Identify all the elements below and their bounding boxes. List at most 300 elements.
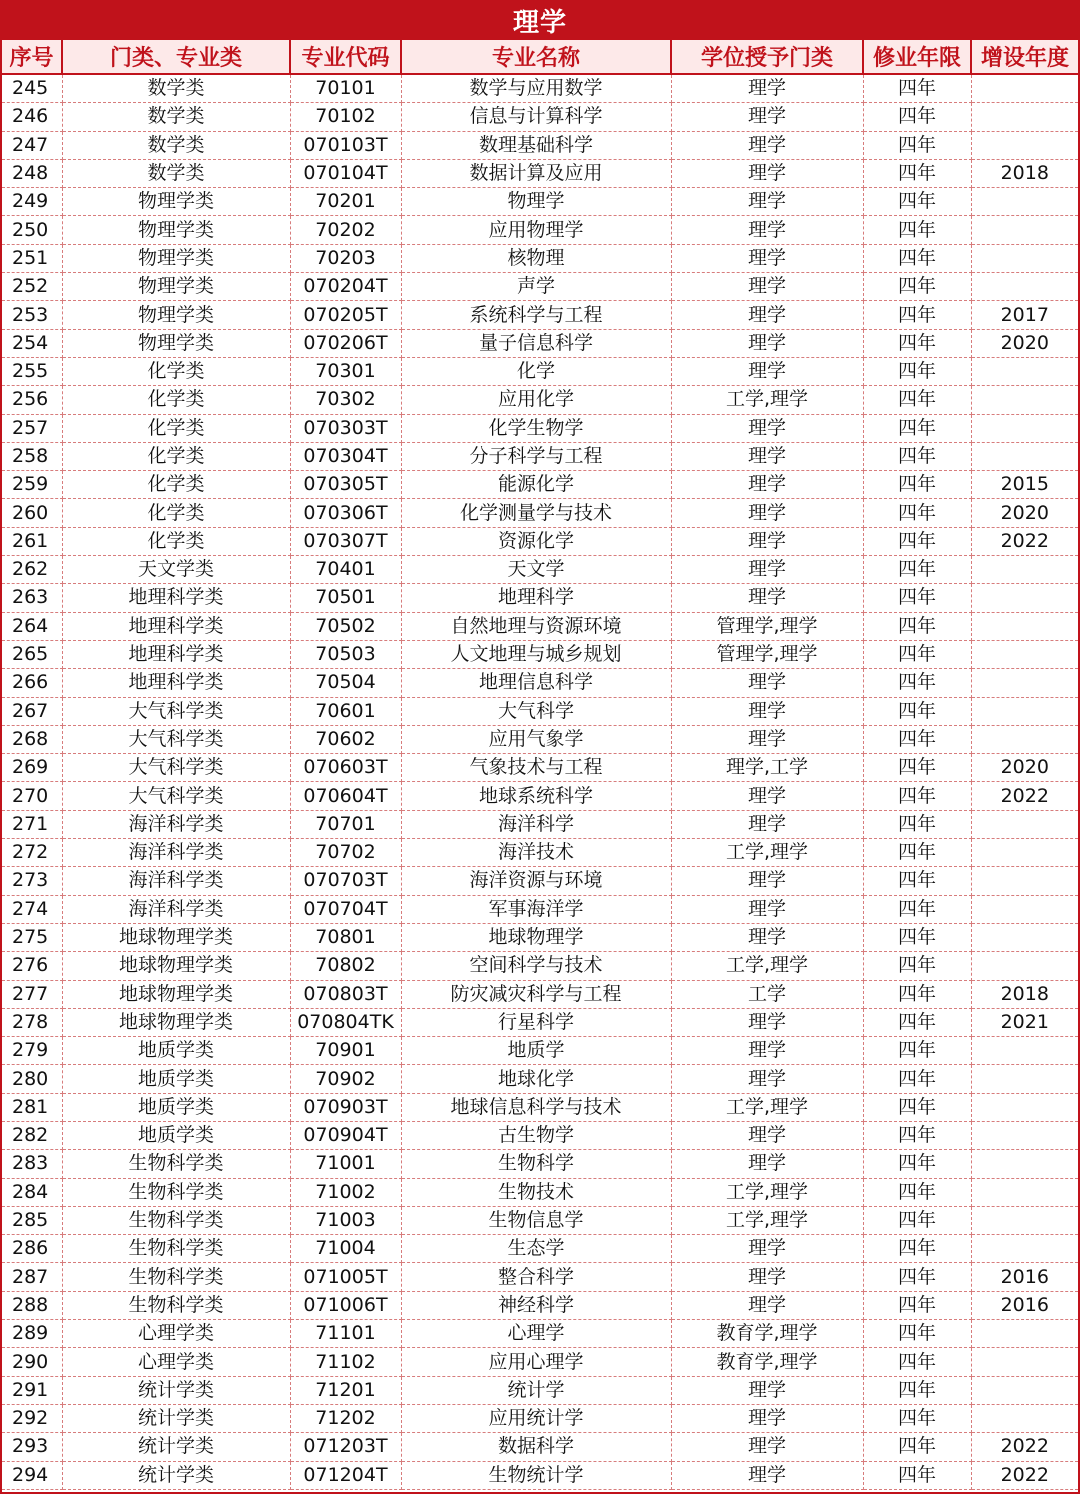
cell-serial: 268 bbox=[2, 725, 62, 753]
cell-duration: 四年 bbox=[863, 839, 971, 867]
cell-degree: 理学 bbox=[671, 895, 863, 923]
cell-major-name: 生物科学 bbox=[401, 1150, 671, 1178]
cell-duration: 四年 bbox=[863, 697, 971, 725]
cell-duration: 四年 bbox=[863, 1206, 971, 1234]
cell-duration: 四年 bbox=[863, 1404, 971, 1432]
cell-category: 生物科学类 bbox=[62, 1263, 290, 1291]
cell-code: 070103T bbox=[290, 131, 401, 159]
cell-category: 地球物理学类 bbox=[62, 1008, 290, 1036]
cell-code: 70504 bbox=[290, 669, 401, 697]
cell-code: 070904T bbox=[290, 1121, 401, 1149]
header-category: 门类、专业类 bbox=[62, 40, 290, 74]
cell-code: 070307T bbox=[290, 527, 401, 555]
cell-major-name: 声学 bbox=[401, 273, 671, 301]
cell-serial: 270 bbox=[2, 782, 62, 810]
cell-year-added bbox=[971, 612, 1078, 640]
cell-major-name: 化学测量学与技术 bbox=[401, 499, 671, 527]
table-row bbox=[2, 1008, 1078, 1036]
cell-duration: 四年 bbox=[863, 471, 971, 499]
cell-major-name: 神经科学 bbox=[401, 1291, 671, 1319]
cell-year-added bbox=[971, 442, 1078, 470]
table-row bbox=[2, 556, 1078, 584]
table-row bbox=[2, 839, 1078, 867]
cell-serial: 281 bbox=[2, 1093, 62, 1121]
cell-degree: 理学 bbox=[671, 810, 863, 838]
cell-duration: 四年 bbox=[863, 782, 971, 810]
cell-category: 化学类 bbox=[62, 471, 290, 499]
cell-year-added: 2020 bbox=[971, 754, 1078, 782]
table-row bbox=[2, 1206, 1078, 1234]
cell-year-added bbox=[971, 273, 1078, 301]
table-row bbox=[2, 895, 1078, 923]
cell-major-name: 数据科学 bbox=[401, 1433, 671, 1461]
cell-year-added bbox=[971, 697, 1078, 725]
cell-duration: 四年 bbox=[863, 1291, 971, 1319]
table-row bbox=[2, 1291, 1078, 1319]
cell-duration: 四年 bbox=[863, 442, 971, 470]
table-row bbox=[2, 782, 1078, 810]
cell-duration: 四年 bbox=[863, 1065, 971, 1093]
cell-serial: 286 bbox=[2, 1235, 62, 1263]
table-row bbox=[2, 1263, 1078, 1291]
cell-serial: 291 bbox=[2, 1376, 62, 1404]
cell-serial: 245 bbox=[2, 74, 62, 103]
cell-category: 地理科学类 bbox=[62, 669, 290, 697]
table-row bbox=[2, 697, 1078, 725]
cell-year-added bbox=[971, 867, 1078, 895]
cell-category: 生物科学类 bbox=[62, 1291, 290, 1319]
cell-degree: 理学 bbox=[671, 414, 863, 442]
cell-degree: 理学 bbox=[671, 131, 863, 159]
cell-major-name: 整合科学 bbox=[401, 1263, 671, 1291]
cell-degree: 理学 bbox=[671, 442, 863, 470]
cell-category: 地理科学类 bbox=[62, 584, 290, 612]
cell-serial: 266 bbox=[2, 669, 62, 697]
cell-duration: 四年 bbox=[863, 357, 971, 385]
header-row bbox=[2, 40, 1078, 74]
cell-serial: 272 bbox=[2, 839, 62, 867]
cell-code: 70501 bbox=[290, 584, 401, 612]
cell-major-name: 生物统计学 bbox=[401, 1461, 671, 1489]
cell-serial: 259 bbox=[2, 471, 62, 499]
cell-duration: 四年 bbox=[863, 1263, 971, 1291]
cell-major-name: 生物信息学 bbox=[401, 1206, 671, 1234]
cell-category: 海洋科学类 bbox=[62, 810, 290, 838]
cell-year-added bbox=[971, 216, 1078, 244]
cell-degree: 理学 bbox=[671, 1150, 863, 1178]
cell-year-added: 2020 bbox=[971, 499, 1078, 527]
table-row bbox=[2, 640, 1078, 668]
cell-serial: 288 bbox=[2, 1291, 62, 1319]
cell-degree: 理学 bbox=[671, 159, 863, 187]
cell-serial: 282 bbox=[2, 1121, 62, 1149]
cell-degree: 工学,理学 bbox=[671, 1093, 863, 1121]
cell-serial: 262 bbox=[2, 556, 62, 584]
cell-category: 心理学类 bbox=[62, 1348, 290, 1376]
cell-year-added: 2022 bbox=[971, 1461, 1078, 1489]
cell-degree: 理学 bbox=[671, 1235, 863, 1263]
cell-duration: 四年 bbox=[863, 980, 971, 1008]
cell-year-added bbox=[971, 1348, 1078, 1376]
cell-duration: 四年 bbox=[863, 1037, 971, 1065]
cell-degree: 工学,理学 bbox=[671, 386, 863, 414]
cell-year-added bbox=[971, 669, 1078, 697]
cell-major-name: 化学生物学 bbox=[401, 414, 671, 442]
cell-code: 70601 bbox=[290, 697, 401, 725]
cell-code: 070206T bbox=[290, 329, 401, 357]
table-row bbox=[2, 810, 1078, 838]
cell-year-added: 2020 bbox=[971, 329, 1078, 357]
cell-code: 070604T bbox=[290, 782, 401, 810]
table-row bbox=[2, 1178, 1078, 1206]
cell-category: 化学类 bbox=[62, 357, 290, 385]
cell-category: 海洋科学类 bbox=[62, 895, 290, 923]
cell-code: 70202 bbox=[290, 216, 401, 244]
cell-degree: 理学 bbox=[671, 782, 863, 810]
cell-category: 大气科学类 bbox=[62, 725, 290, 753]
cell-year-added bbox=[971, 1178, 1078, 1206]
cell-code: 070303T bbox=[290, 414, 401, 442]
cell-degree: 理学 bbox=[671, 584, 863, 612]
cell-year-added: 2016 bbox=[971, 1291, 1078, 1319]
table-row bbox=[2, 867, 1078, 895]
cell-major-name: 数理基础科学 bbox=[401, 131, 671, 159]
table-row bbox=[2, 499, 1078, 527]
cell-year-added bbox=[971, 923, 1078, 951]
table-row bbox=[2, 386, 1078, 414]
cell-serial: 250 bbox=[2, 216, 62, 244]
cell-year-added bbox=[971, 188, 1078, 216]
cell-major-name: 行星科学 bbox=[401, 1008, 671, 1036]
header-serial: 序号 bbox=[2, 40, 62, 74]
cell-major-name: 核物理 bbox=[401, 244, 671, 272]
cell-degree: 工学,理学 bbox=[671, 952, 863, 980]
table-row bbox=[2, 1037, 1078, 1065]
cell-category: 化学类 bbox=[62, 386, 290, 414]
cell-major-name: 生物技术 bbox=[401, 1178, 671, 1206]
cell-duration: 四年 bbox=[863, 923, 971, 951]
table-row bbox=[2, 1235, 1078, 1263]
cell-category: 数学类 bbox=[62, 103, 290, 131]
cell-major-name: 分子科学与工程 bbox=[401, 442, 671, 470]
cell-major-name: 应用统计学 bbox=[401, 1404, 671, 1432]
cell-serial: 287 bbox=[2, 1263, 62, 1291]
cell-code: 70401 bbox=[290, 556, 401, 584]
cell-year-added bbox=[971, 414, 1078, 442]
cell-duration: 四年 bbox=[863, 131, 971, 159]
cell-category: 物理学类 bbox=[62, 329, 290, 357]
cell-major-name: 资源化学 bbox=[401, 527, 671, 555]
cell-year-added bbox=[971, 1404, 1078, 1432]
cell-major-name: 信息与计算科学 bbox=[401, 103, 671, 131]
cell-serial: 246 bbox=[2, 103, 62, 131]
cell-major-name: 化学 bbox=[401, 357, 671, 385]
cell-category: 海洋科学类 bbox=[62, 867, 290, 895]
cell-serial: 248 bbox=[2, 159, 62, 187]
cell-serial: 275 bbox=[2, 923, 62, 951]
cell-duration: 四年 bbox=[863, 159, 971, 187]
cell-degree: 理学 bbox=[671, 1404, 863, 1432]
cell-degree: 理学 bbox=[671, 1008, 863, 1036]
cell-serial: 265 bbox=[2, 640, 62, 668]
cell-major-name: 海洋科学 bbox=[401, 810, 671, 838]
cell-code: 070204T bbox=[290, 273, 401, 301]
table-row bbox=[2, 584, 1078, 612]
header-code: 专业代码 bbox=[290, 40, 401, 74]
cell-code: 071203T bbox=[290, 1433, 401, 1461]
cell-year-added bbox=[971, 357, 1078, 385]
cell-duration: 四年 bbox=[863, 414, 971, 442]
cell-serial: 274 bbox=[2, 895, 62, 923]
cell-serial: 260 bbox=[2, 499, 62, 527]
header-year-added: 增设年度 bbox=[971, 40, 1078, 74]
cell-major-name: 地球系统科学 bbox=[401, 782, 671, 810]
cell-degree: 理学 bbox=[671, 329, 863, 357]
cell-major-name: 心理学 bbox=[401, 1320, 671, 1348]
cell-category: 化学类 bbox=[62, 442, 290, 470]
cell-major-name: 天文学 bbox=[401, 556, 671, 584]
cell-duration: 四年 bbox=[863, 895, 971, 923]
cell-serial: 294 bbox=[2, 1461, 62, 1489]
cell-code: 70701 bbox=[290, 810, 401, 838]
cell-duration: 四年 bbox=[863, 754, 971, 782]
cell-year-added bbox=[971, 1121, 1078, 1149]
cell-category: 地球物理学类 bbox=[62, 952, 290, 980]
cell-duration: 四年 bbox=[863, 1433, 971, 1461]
cell-serial: 280 bbox=[2, 1065, 62, 1093]
cell-year-added bbox=[971, 1206, 1078, 1234]
cell-major-name: 地球物理学 bbox=[401, 923, 671, 951]
cell-category: 生物科学类 bbox=[62, 1150, 290, 1178]
cell-serial: 253 bbox=[2, 301, 62, 329]
cell-major-name: 物理学 bbox=[401, 188, 671, 216]
table-row bbox=[2, 471, 1078, 499]
cell-serial: 273 bbox=[2, 867, 62, 895]
table-row bbox=[2, 1348, 1078, 1376]
cell-code: 70702 bbox=[290, 839, 401, 867]
cell-degree: 工学,理学 bbox=[671, 1206, 863, 1234]
cell-duration: 四年 bbox=[863, 188, 971, 216]
cell-serial: 277 bbox=[2, 980, 62, 1008]
cell-year-added bbox=[971, 1065, 1078, 1093]
cell-code: 71001 bbox=[290, 1150, 401, 1178]
cell-major-name: 能源化学 bbox=[401, 471, 671, 499]
cell-code: 70802 bbox=[290, 952, 401, 980]
cell-category: 地理科学类 bbox=[62, 612, 290, 640]
cell-major-name: 数学与应用数学 bbox=[401, 74, 671, 103]
table-row bbox=[2, 1461, 1078, 1489]
cell-duration: 四年 bbox=[863, 556, 971, 584]
cell-degree: 理学 bbox=[671, 527, 863, 555]
cell-duration: 四年 bbox=[863, 1008, 971, 1036]
cell-degree: 理学 bbox=[671, 1291, 863, 1319]
cell-serial: 283 bbox=[2, 1150, 62, 1178]
table-row bbox=[2, 301, 1078, 329]
cell-major-name: 海洋资源与环境 bbox=[401, 867, 671, 895]
cell-major-name: 数据计算及应用 bbox=[401, 159, 671, 187]
cell-duration: 四年 bbox=[863, 386, 971, 414]
cell-category: 统计学类 bbox=[62, 1404, 290, 1432]
cell-duration: 四年 bbox=[863, 244, 971, 272]
table-row bbox=[2, 1093, 1078, 1121]
cell-major-name: 应用物理学 bbox=[401, 216, 671, 244]
table-row bbox=[2, 923, 1078, 951]
cell-category: 物理学类 bbox=[62, 188, 290, 216]
cell-category: 地球物理学类 bbox=[62, 923, 290, 951]
table-row bbox=[2, 1065, 1078, 1093]
cell-duration: 四年 bbox=[863, 867, 971, 895]
cell-year-added bbox=[971, 640, 1078, 668]
cell-serial: 289 bbox=[2, 1320, 62, 1348]
table-title: 理学 bbox=[2, 0, 1078, 40]
cell-year-added: 2017 bbox=[971, 301, 1078, 329]
cell-serial: 285 bbox=[2, 1206, 62, 1234]
cell-degree: 理学 bbox=[671, 244, 863, 272]
cell-serial: 252 bbox=[2, 273, 62, 301]
cell-category: 地球物理学类 bbox=[62, 980, 290, 1008]
cell-serial: 276 bbox=[2, 952, 62, 980]
cell-year-added: 2018 bbox=[971, 980, 1078, 1008]
table-row bbox=[2, 1121, 1078, 1149]
cell-major-name: 军事海洋学 bbox=[401, 895, 671, 923]
cell-duration: 四年 bbox=[863, 273, 971, 301]
table-row bbox=[2, 1404, 1078, 1432]
cell-category: 数学类 bbox=[62, 131, 290, 159]
table-row bbox=[2, 329, 1078, 357]
cell-degree: 理学 bbox=[671, 923, 863, 951]
cell-code: 71201 bbox=[290, 1376, 401, 1404]
cell-duration: 四年 bbox=[863, 612, 971, 640]
table-row bbox=[2, 273, 1078, 301]
cell-code: 70302 bbox=[290, 386, 401, 414]
table-row bbox=[2, 725, 1078, 753]
cell-serial: 256 bbox=[2, 386, 62, 414]
cell-degree: 理学 bbox=[671, 1037, 863, 1065]
cell-code: 071006T bbox=[290, 1291, 401, 1319]
table-row bbox=[2, 1433, 1078, 1461]
cell-serial: 255 bbox=[2, 357, 62, 385]
cell-code: 71102 bbox=[290, 1348, 401, 1376]
cell-year-added bbox=[971, 725, 1078, 753]
cell-year-added bbox=[971, 1150, 1078, 1178]
cell-category: 生物科学类 bbox=[62, 1178, 290, 1206]
cell-category: 地质学类 bbox=[62, 1093, 290, 1121]
cell-degree: 理学 bbox=[671, 471, 863, 499]
cell-duration: 四年 bbox=[863, 1376, 971, 1404]
cell-degree: 管理学,理学 bbox=[671, 612, 863, 640]
cell-serial: 271 bbox=[2, 810, 62, 838]
cell-serial: 284 bbox=[2, 1178, 62, 1206]
cell-category: 海洋科学类 bbox=[62, 839, 290, 867]
cell-major-name: 地球化学 bbox=[401, 1065, 671, 1093]
table-row bbox=[2, 442, 1078, 470]
cell-category: 化学类 bbox=[62, 414, 290, 442]
cell-category: 物理学类 bbox=[62, 273, 290, 301]
cell-year-added bbox=[971, 1235, 1078, 1263]
cell-degree: 理学 bbox=[671, 556, 863, 584]
cell-duration: 四年 bbox=[863, 640, 971, 668]
cell-year-added: 2021 bbox=[971, 1008, 1078, 1036]
cell-degree: 理学 bbox=[671, 188, 863, 216]
cell-major-name: 量子信息科学 bbox=[401, 329, 671, 357]
cell-code: 70503 bbox=[290, 640, 401, 668]
cell-major-name: 古生物学 bbox=[401, 1121, 671, 1149]
table-row bbox=[2, 414, 1078, 442]
cell-major-name: 生态学 bbox=[401, 1235, 671, 1263]
cell-category: 天文学类 bbox=[62, 556, 290, 584]
cell-code: 70201 bbox=[290, 188, 401, 216]
cell-year-added: 2022 bbox=[971, 782, 1078, 810]
cell-year-added bbox=[971, 131, 1078, 159]
cell-degree: 理学 bbox=[671, 1065, 863, 1093]
cell-code: 070603T bbox=[290, 754, 401, 782]
cell-major-name: 地理信息科学 bbox=[401, 669, 671, 697]
cell-category: 大气科学类 bbox=[62, 754, 290, 782]
cell-major-name: 海洋技术 bbox=[401, 839, 671, 867]
cell-serial: 247 bbox=[2, 131, 62, 159]
cell-year-added: 2018 bbox=[971, 159, 1078, 187]
cell-degree: 理学 bbox=[671, 1461, 863, 1489]
cell-code: 70301 bbox=[290, 357, 401, 385]
cell-year-added bbox=[971, 952, 1078, 980]
cell-code: 070903T bbox=[290, 1093, 401, 1121]
cell-degree: 理学 bbox=[671, 103, 863, 131]
cell-year-added bbox=[971, 1376, 1078, 1404]
cell-serial: 279 bbox=[2, 1037, 62, 1065]
cell-serial: 267 bbox=[2, 697, 62, 725]
cell-duration: 四年 bbox=[863, 669, 971, 697]
cell-serial: 251 bbox=[2, 244, 62, 272]
cell-major-name: 应用气象学 bbox=[401, 725, 671, 753]
cell-category: 大气科学类 bbox=[62, 697, 290, 725]
cell-code: 70902 bbox=[290, 1065, 401, 1093]
cell-degree: 教育学,理学 bbox=[671, 1320, 863, 1348]
cell-duration: 四年 bbox=[863, 952, 971, 980]
table-row bbox=[2, 952, 1078, 980]
cell-code: 070703T bbox=[290, 867, 401, 895]
cell-major-name: 气象技术与工程 bbox=[401, 754, 671, 782]
cell-duration: 四年 bbox=[863, 1121, 971, 1149]
cell-duration: 四年 bbox=[863, 1348, 971, 1376]
cell-year-added: 2022 bbox=[971, 1433, 1078, 1461]
cell-serial: 293 bbox=[2, 1433, 62, 1461]
cell-code: 71003 bbox=[290, 1206, 401, 1234]
cell-year-added: 2022 bbox=[971, 527, 1078, 555]
cell-category: 化学类 bbox=[62, 499, 290, 527]
cell-serial: 290 bbox=[2, 1348, 62, 1376]
cell-code: 071204T bbox=[290, 1461, 401, 1489]
table-row bbox=[2, 188, 1078, 216]
table-row bbox=[2, 1376, 1078, 1404]
table-row bbox=[2, 754, 1078, 782]
cell-major-name: 应用化学 bbox=[401, 386, 671, 414]
cell-duration: 四年 bbox=[863, 1178, 971, 1206]
cell-duration: 四年 bbox=[863, 216, 971, 244]
header-major-name: 专业名称 bbox=[401, 40, 671, 74]
cell-major-name: 地球信息科学与技术 bbox=[401, 1093, 671, 1121]
cell-duration: 四年 bbox=[863, 499, 971, 527]
cell-category: 统计学类 bbox=[62, 1461, 290, 1489]
cell-code: 070304T bbox=[290, 442, 401, 470]
cell-year-added bbox=[971, 584, 1078, 612]
cell-year-added bbox=[971, 1037, 1078, 1065]
table-row bbox=[2, 74, 1078, 103]
cell-degree: 理学 bbox=[671, 216, 863, 244]
cell-category: 地质学类 bbox=[62, 1065, 290, 1093]
table-row bbox=[2, 1150, 1078, 1178]
cell-code: 070306T bbox=[290, 499, 401, 527]
cell-code: 070803T bbox=[290, 980, 401, 1008]
